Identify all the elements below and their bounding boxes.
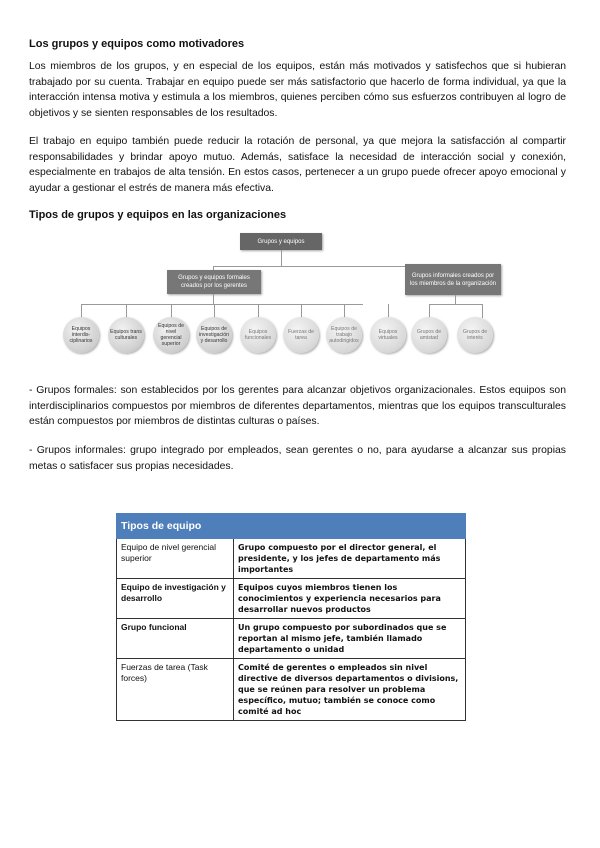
paragraph-formal-groups: - Grupos formales: son establecidos por los gerentes para alcanzar objetivos organizacionales. Estos equipos son interdisciplinarios compuestos por miembros de diferentes departamentos, mientras que los equipos transculturales están compuestos por miembros de distintas culturas o países. — [29, 385, 566, 428]
team-type-cell: Equipo de investigación y desarrollo — [117, 579, 234, 619]
chart-node: Equipos funcionales — [240, 317, 276, 353]
connector — [388, 304, 389, 318]
chart-node: Equipos de investigación y desarrollo — [196, 317, 232, 353]
chart-node: Equipos de nivel gerencial superior — [153, 317, 189, 353]
paragraph-turnover: El trabajo en equipo también puede reducir la rotación de personal, ya que mejora la satisfacción al compartir responsabilidades y brindar apoyo mutuo. Además, satisface la necesidad de interacción social y conexión, especialmente en trabajos de alta tensión. En estos casos, pertenecer a un grupo puede ofrecer apoyo emocional y ayudar a gestionar el estrés de manera más efectiva. — [29, 136, 566, 194]
team-description-cell: Equipos cuyos miembros tienen los conocimientos y experiencia necesarios para desarrollar nuevos productos — [234, 579, 466, 619]
connector — [171, 304, 172, 318]
team-type-cell: Equipo de nivel gerencial superior — [117, 539, 234, 579]
connector — [213, 294, 214, 304]
chart-node: Equipos trans culturales — [108, 317, 144, 353]
connector — [214, 304, 215, 318]
team-type-cell: Grupo funcional — [117, 619, 234, 659]
connector — [429, 304, 482, 305]
section-heading-motivators: Los grupos y equipos como motivadores — [29, 38, 245, 50]
table-row — [117, 579, 466, 619]
team-description-cell: Comité de gerentes o empleados sin nivel directive de diversos departamentos o divisions, que se reúnen para resolver un problema específico, mutuo; también se conoce como comité ad hoc — [234, 659, 466, 721]
chart-root-box: Grupos y equipos — [240, 233, 322, 250]
team-types-table — [116, 513, 466, 721]
paragraph-motivation: Los miembros de los grupos, y en especial de los equipos, están más motivados y satisfechos que si hubieran trabajado por su cuenta. Trabajar en equipo puede ser más satisfactorio que hacerlo de forma individual, ya que la interacción intensa motiva y estimula a los miembros, quienes perciben cómo sus esfuerzos contribuyen al logro de objetivos y se sienten responsables de los resultados. — [29, 61, 566, 119]
chart-node: Equipos interdis-ciplinarios — [63, 317, 99, 353]
chart-node: Equipos virtuales — [370, 317, 406, 353]
chart-node: Equipos de trabajo autodirigidos — [326, 317, 362, 353]
connector — [301, 304, 302, 318]
connector — [126, 304, 127, 318]
chart-node: Fuerzas de tarea — [283, 317, 319, 353]
connector — [344, 304, 345, 318]
paragraph-informal-groups: - Grupos informales: grupo integrado por empleados, sean gerentes o no, para ayudarse a alcanzar sus propias metas o satisfacer sus propias necesidades. — [29, 445, 566, 472]
connector — [81, 304, 82, 318]
connector — [81, 304, 363, 305]
team-description-cell: Un grupo compuesto por subordinados que se reportan al mismo jefe, también llamado departamento o unidad — [234, 619, 466, 659]
chart-formal-box: Grupos y equipos formales creados por los gerentes — [167, 270, 261, 294]
team-type-cell: Fuerzas de tarea (Task forces) — [117, 659, 234, 721]
connector — [455, 295, 456, 304]
table-header-row — [117, 514, 466, 539]
table-row — [117, 539, 466, 579]
team-description-cell: Grupo compuesto por el director general, el presidente, y los jefes de departamento más importantes — [234, 539, 466, 579]
chart-node: Grupos de interés — [457, 317, 493, 353]
table-row — [117, 619, 466, 659]
chart-informal-box: Grupos informales creados por los miembros de la organización — [405, 264, 501, 295]
chart-node: Grupos de amistad — [411, 317, 447, 353]
connector — [281, 250, 282, 266]
table-header: Tipos de equipo — [117, 514, 466, 539]
connector — [258, 304, 259, 318]
section-heading-types: Tipos de grupos y equipos en las organizaciones — [29, 209, 287, 221]
connector — [482, 304, 483, 318]
connector — [429, 304, 430, 318]
org-chart — [55, 228, 525, 363]
table-row — [117, 659, 466, 721]
